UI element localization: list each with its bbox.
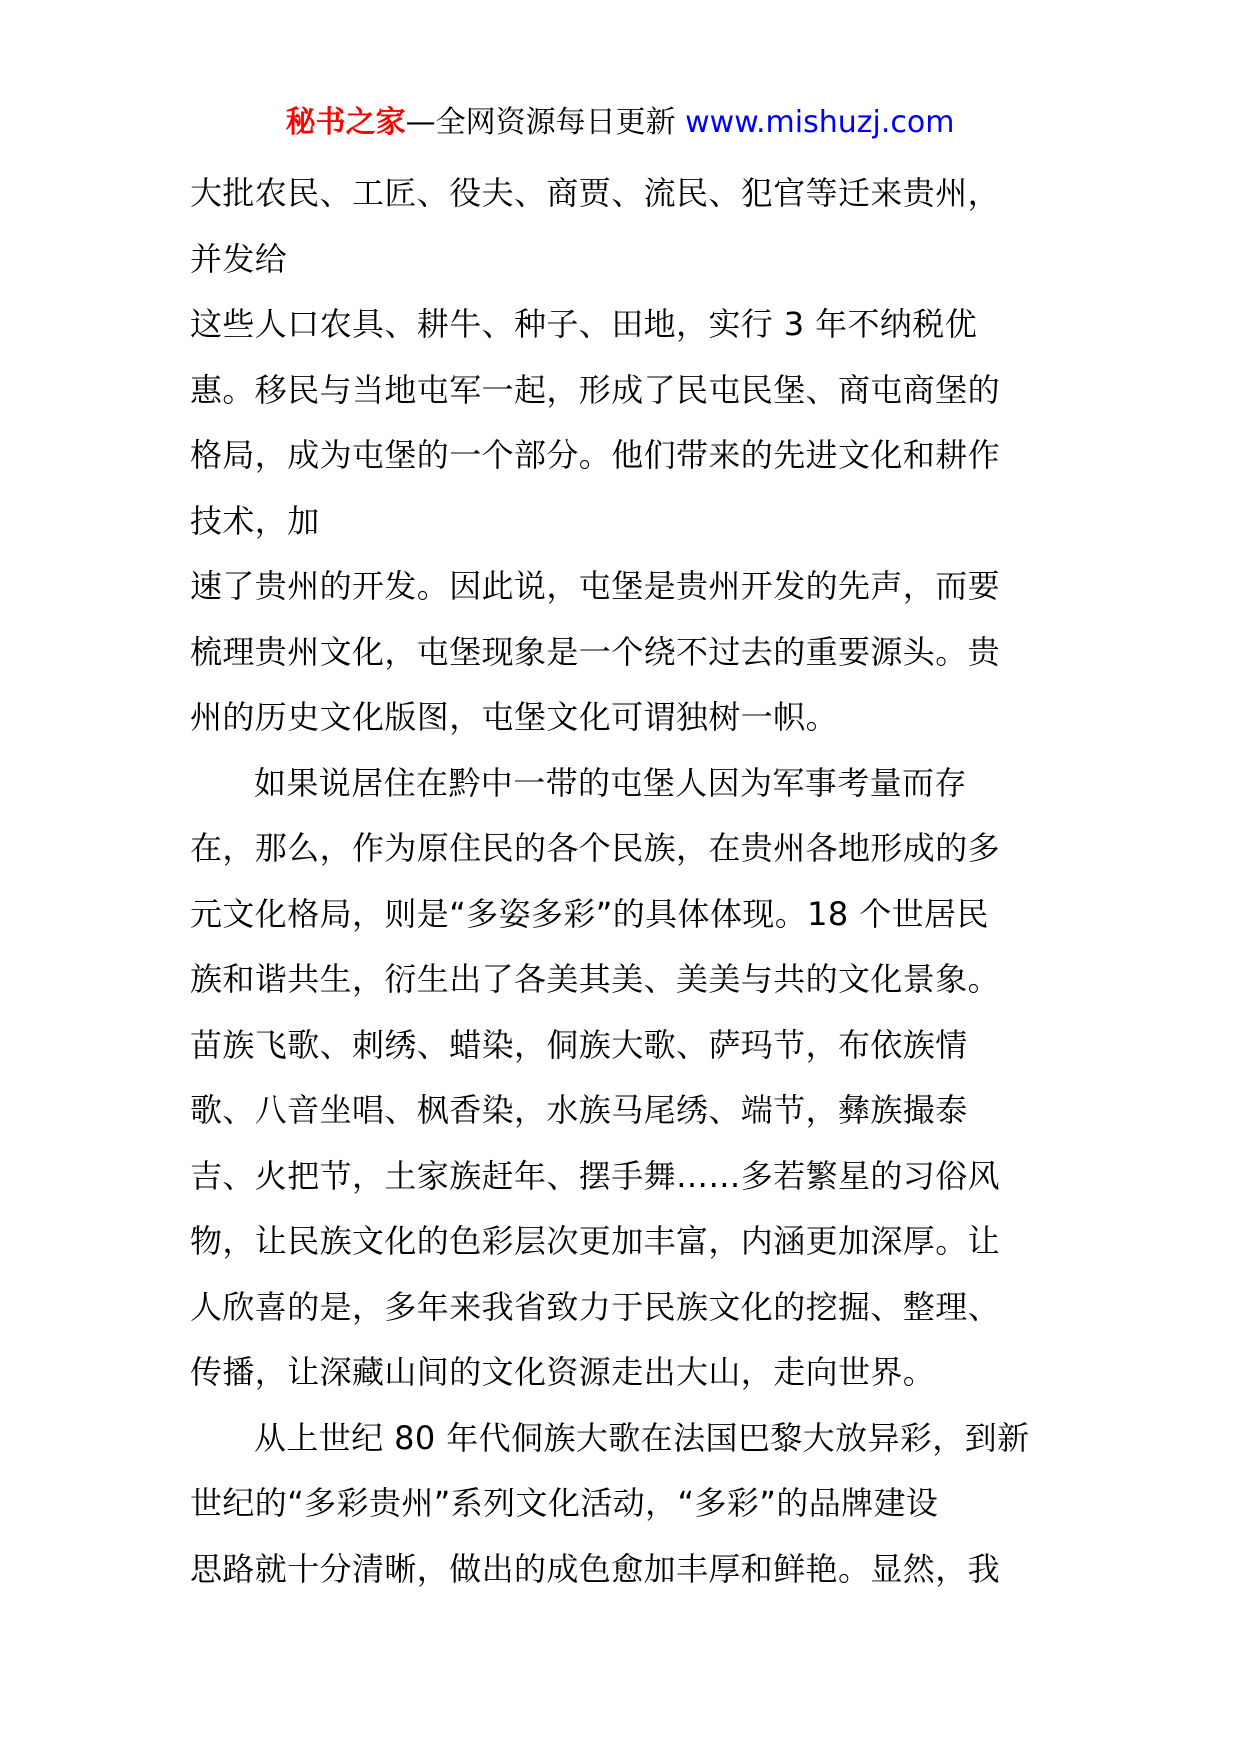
text-line: 歌、八音坐唱、枫香染，水族马尾绣、端节，彝族撮泰 [190, 1091, 968, 1129]
text-line: 族和谐共生，衍生出了各美其美、美美与共的文化景象。 [190, 960, 1001, 998]
site-brand: 秘书之家 [285, 105, 406, 140]
text-line: 在，那么，作为原住民的各个民族，在贵州各地形成的多 [190, 829, 1001, 867]
text-line: 惠。移民与当地屯军一起，形成了民屯民堡、商屯商堡的 [190, 370, 1001, 409]
text-line: 元文化格局，则是“多姿多彩”的具体体现。18 个世居民 [190, 894, 989, 933]
page-header [0, 101, 1240, 145]
text-line: 吉、火把节，土家族赶年、摆手舞……多若繁星的习俗风 [190, 1156, 1001, 1195]
text-line: 世纪的“多彩贵州”系列文化活动，“多彩”的品牌建设 [190, 1484, 939, 1522]
text-line: 人欣喜的是，多年来我省致力于民族文化的挖掘、整理、 [190, 1287, 1001, 1326]
text-line: 思路就十分清晰，做出的成色愈加丰厚和鲜艳。显然，我 [190, 1549, 1001, 1588]
text-line: 从上世纪 80 年代侗族大歌在法国巴黎大放异彩，到新 [254, 1418, 1030, 1457]
text-line: 传播，让深藏山间的文化资源走出大山，走向世界。 [190, 1353, 936, 1391]
document-body [190, 161, 1060, 1602]
site-tagline: —全网资源每日更新 [405, 105, 676, 140]
text-line: 州的历史文化版图，屯堡文化可谓独树一帜。 [190, 698, 839, 736]
text-line: 如果说居住在黔中一带的屯堡人因为军事考量而存 [254, 763, 967, 802]
text-line: 技术，加 [190, 501, 320, 540]
text-line: 并发给 [190, 239, 288, 278]
text-line: 物，让民族文化的色彩层次更加丰富，内涵更加深厚。让 [190, 1222, 1001, 1260]
site-url[interactable]: www.mishuzj.com [685, 105, 955, 140]
text-line: 大批农民、工匠、役夫、商贾、流民、犯官等迁来贵州， [190, 174, 1001, 212]
text-line: 梳理贵州文化，屯堡现象是一个绕不过去的重要源头。贵 [190, 632, 1001, 671]
text-line: 苗族飞歌、刺绣、蜡染，侗族大歌、萨玛节，布依族情 [190, 1025, 968, 1064]
text-line: 速了贵州的开发。因此说，屯堡是贵州开发的先声，而要 [190, 567, 1001, 605]
text-line: 这些人口农具、耕牛、种子、田地，实行 3 年不纳税优 [190, 305, 978, 343]
text-line: 格局，成为屯堡的一个部分。他们带来的先进文化和耕作 [190, 436, 1001, 474]
